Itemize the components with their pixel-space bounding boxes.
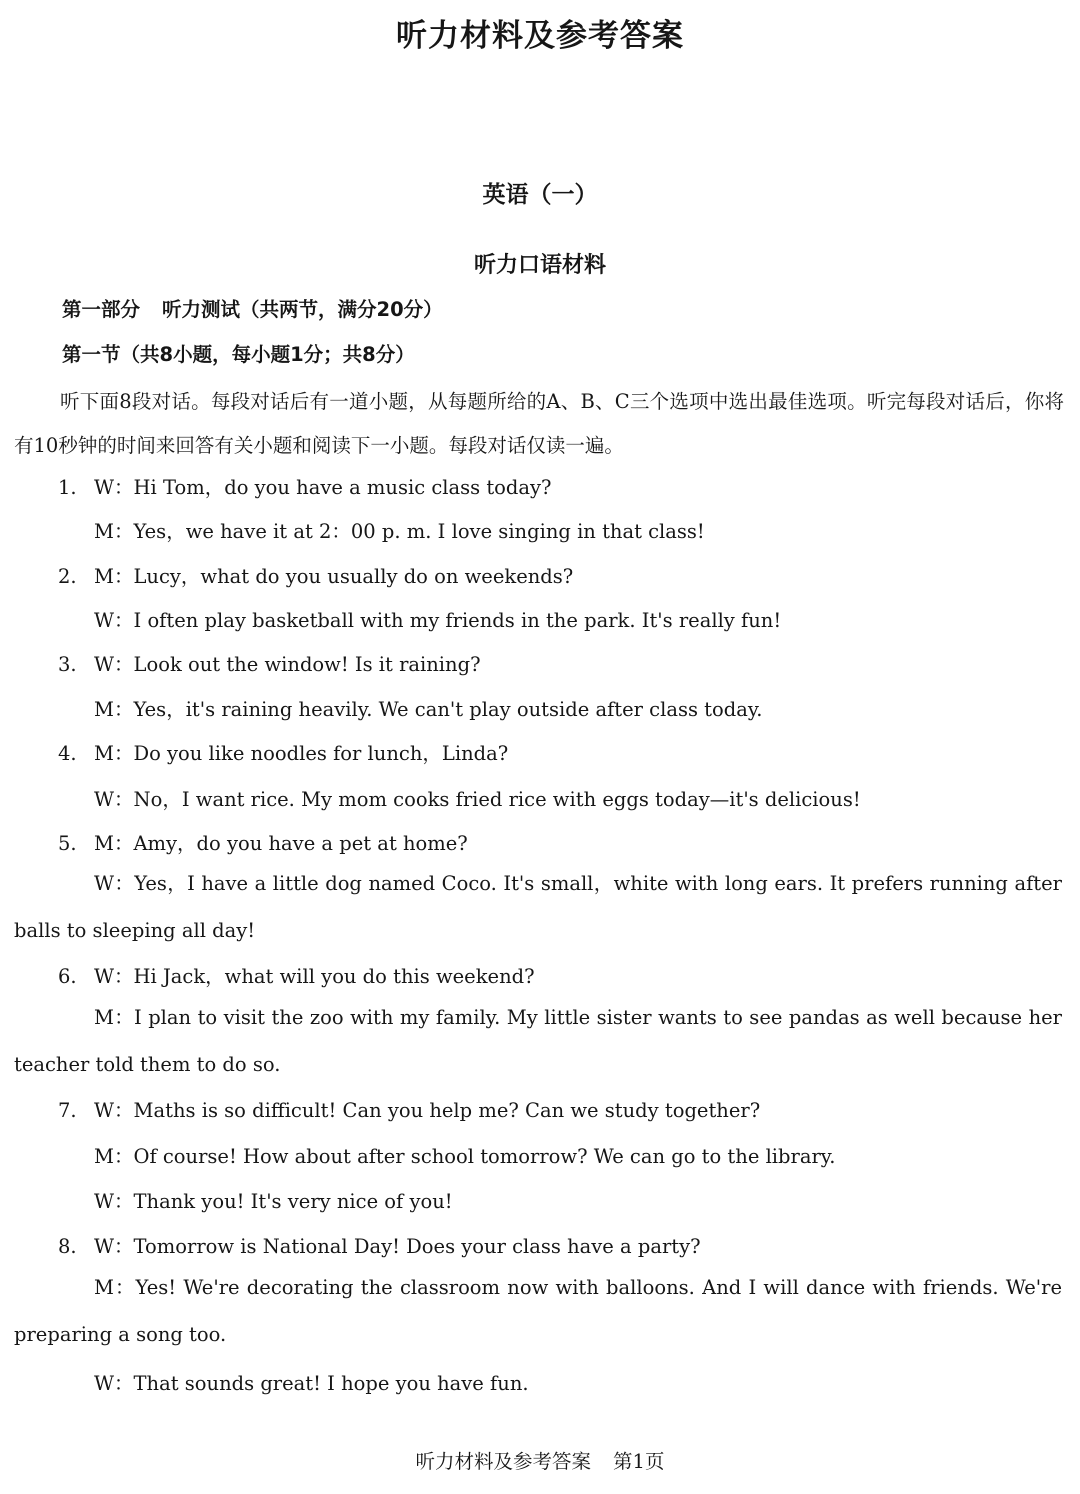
dialogue-4-line-1	[58, 738, 1063, 766]
dialogue-3-line-1	[58, 649, 1063, 677]
dialogue-7-line-2: M：Of course! How about after school tomorrow? We can go to the library.	[94, 1145, 836, 1168]
dialogue-number: 3.	[58, 653, 77, 676]
dialogue-1-line-1	[58, 472, 1063, 500]
dialogue-number: 4.	[58, 742, 77, 765]
page-number: 第1页	[613, 1450, 665, 1473]
section-heading: 第一节（共8小题，每小题1分；共8分）	[62, 343, 415, 366]
dialogue-text: W：Look out the window! Is it raining?	[94, 653, 481, 676]
dialogue-7-line-1	[58, 1095, 1063, 1123]
dialogue-text: W：Hi Tom，do you have a music class today?	[94, 476, 552, 499]
dialogue-text: W：Hi Jack，what will you do this weekend?	[94, 965, 535, 988]
dialogue-5-line-2: W：Yes，I have a little dog named Coco. It's small，white with long ears. It prefers running after balls to sleeping all day!	[14, 872, 1062, 942]
footer-label: 听力材料及参考答案	[415, 1450, 592, 1473]
part-heading-name: 第一部分	[62, 298, 141, 321]
dialogue-5-line-1	[58, 828, 1063, 856]
section-title: 听力口语材料	[473, 253, 606, 278]
dialogue-text: W：Maths is so difficult! Can you help me? Can we study together?	[94, 1099, 761, 1122]
dialogue-text: W：Tomorrow is National Day! Does your class have a party?	[94, 1235, 701, 1258]
instructions-paragraph: 听下面8段对话。每段对话后有一道小题，从每题所给的A、B、C三个选项中选出最佳选项。听完每段对话后，你将有10秒钟的时间来回答有关小题和阅读下一小题。每段对话仅读一遍。	[14, 390, 1064, 457]
page-footer	[0, 1446, 1080, 1474]
dialogue-8-line-3: W：That sounds great! I hope you have fun.	[94, 1372, 529, 1395]
dialogue-1-line-2: M：Yes，we have it at 2：00 p. m. I love singing in that class!	[94, 520, 705, 543]
dialogue-4-line-2: W：No，I want rice. My mom cooks fried rice with eggs today—it's delicious!	[94, 788, 861, 811]
dialogue-8-line-2: M：Yes! We're decorating the classroom now with balloons. And I will dance with friends. We're preparing a song too.	[14, 1276, 1062, 1346]
dialogue-3-line-2: M：Yes，it's raining heavily. We can't play outside after class today.	[94, 698, 763, 721]
dialogue-text: M：Do you like noodles for lunch，Linda?	[94, 742, 509, 765]
part-heading	[62, 294, 443, 322]
dialogue-number: 6.	[58, 965, 77, 988]
dialogue-2-line-1	[58, 561, 1063, 589]
dialogue-number: 5.	[58, 832, 77, 855]
dialogue-8-line-1	[58, 1231, 1063, 1259]
dialogue-number: 8.	[58, 1235, 77, 1258]
dialogue-6-line-2: M：I plan to visit the zoo with my family. My little sister wants to see pandas as well because her teacher told them to do so.	[14, 1006, 1062, 1076]
dialogue-number: 2.	[58, 565, 77, 588]
subject-heading: 英语（一）	[482, 182, 598, 208]
dialogue-7-line-3: W：Thank you! It's very nice of you!	[94, 1190, 453, 1213]
part-heading-label: 听力测试（共两节，满分20分）	[162, 298, 443, 321]
dialogue-text: M：Lucy，what do you usually do on weekends?	[94, 565, 574, 588]
document-title: 听力材料及参考答案	[396, 18, 684, 54]
dialogue-number: 7.	[58, 1099, 77, 1122]
dialogue-6-line-1	[58, 961, 1063, 989]
dialogue-number: 1.	[58, 476, 77, 499]
dialogue-2-line-2: W：I often play basketball with my friends in the park. It's really fun!	[94, 609, 782, 632]
dialogue-text: M：Amy，do you have a pet at home?	[94, 832, 468, 855]
